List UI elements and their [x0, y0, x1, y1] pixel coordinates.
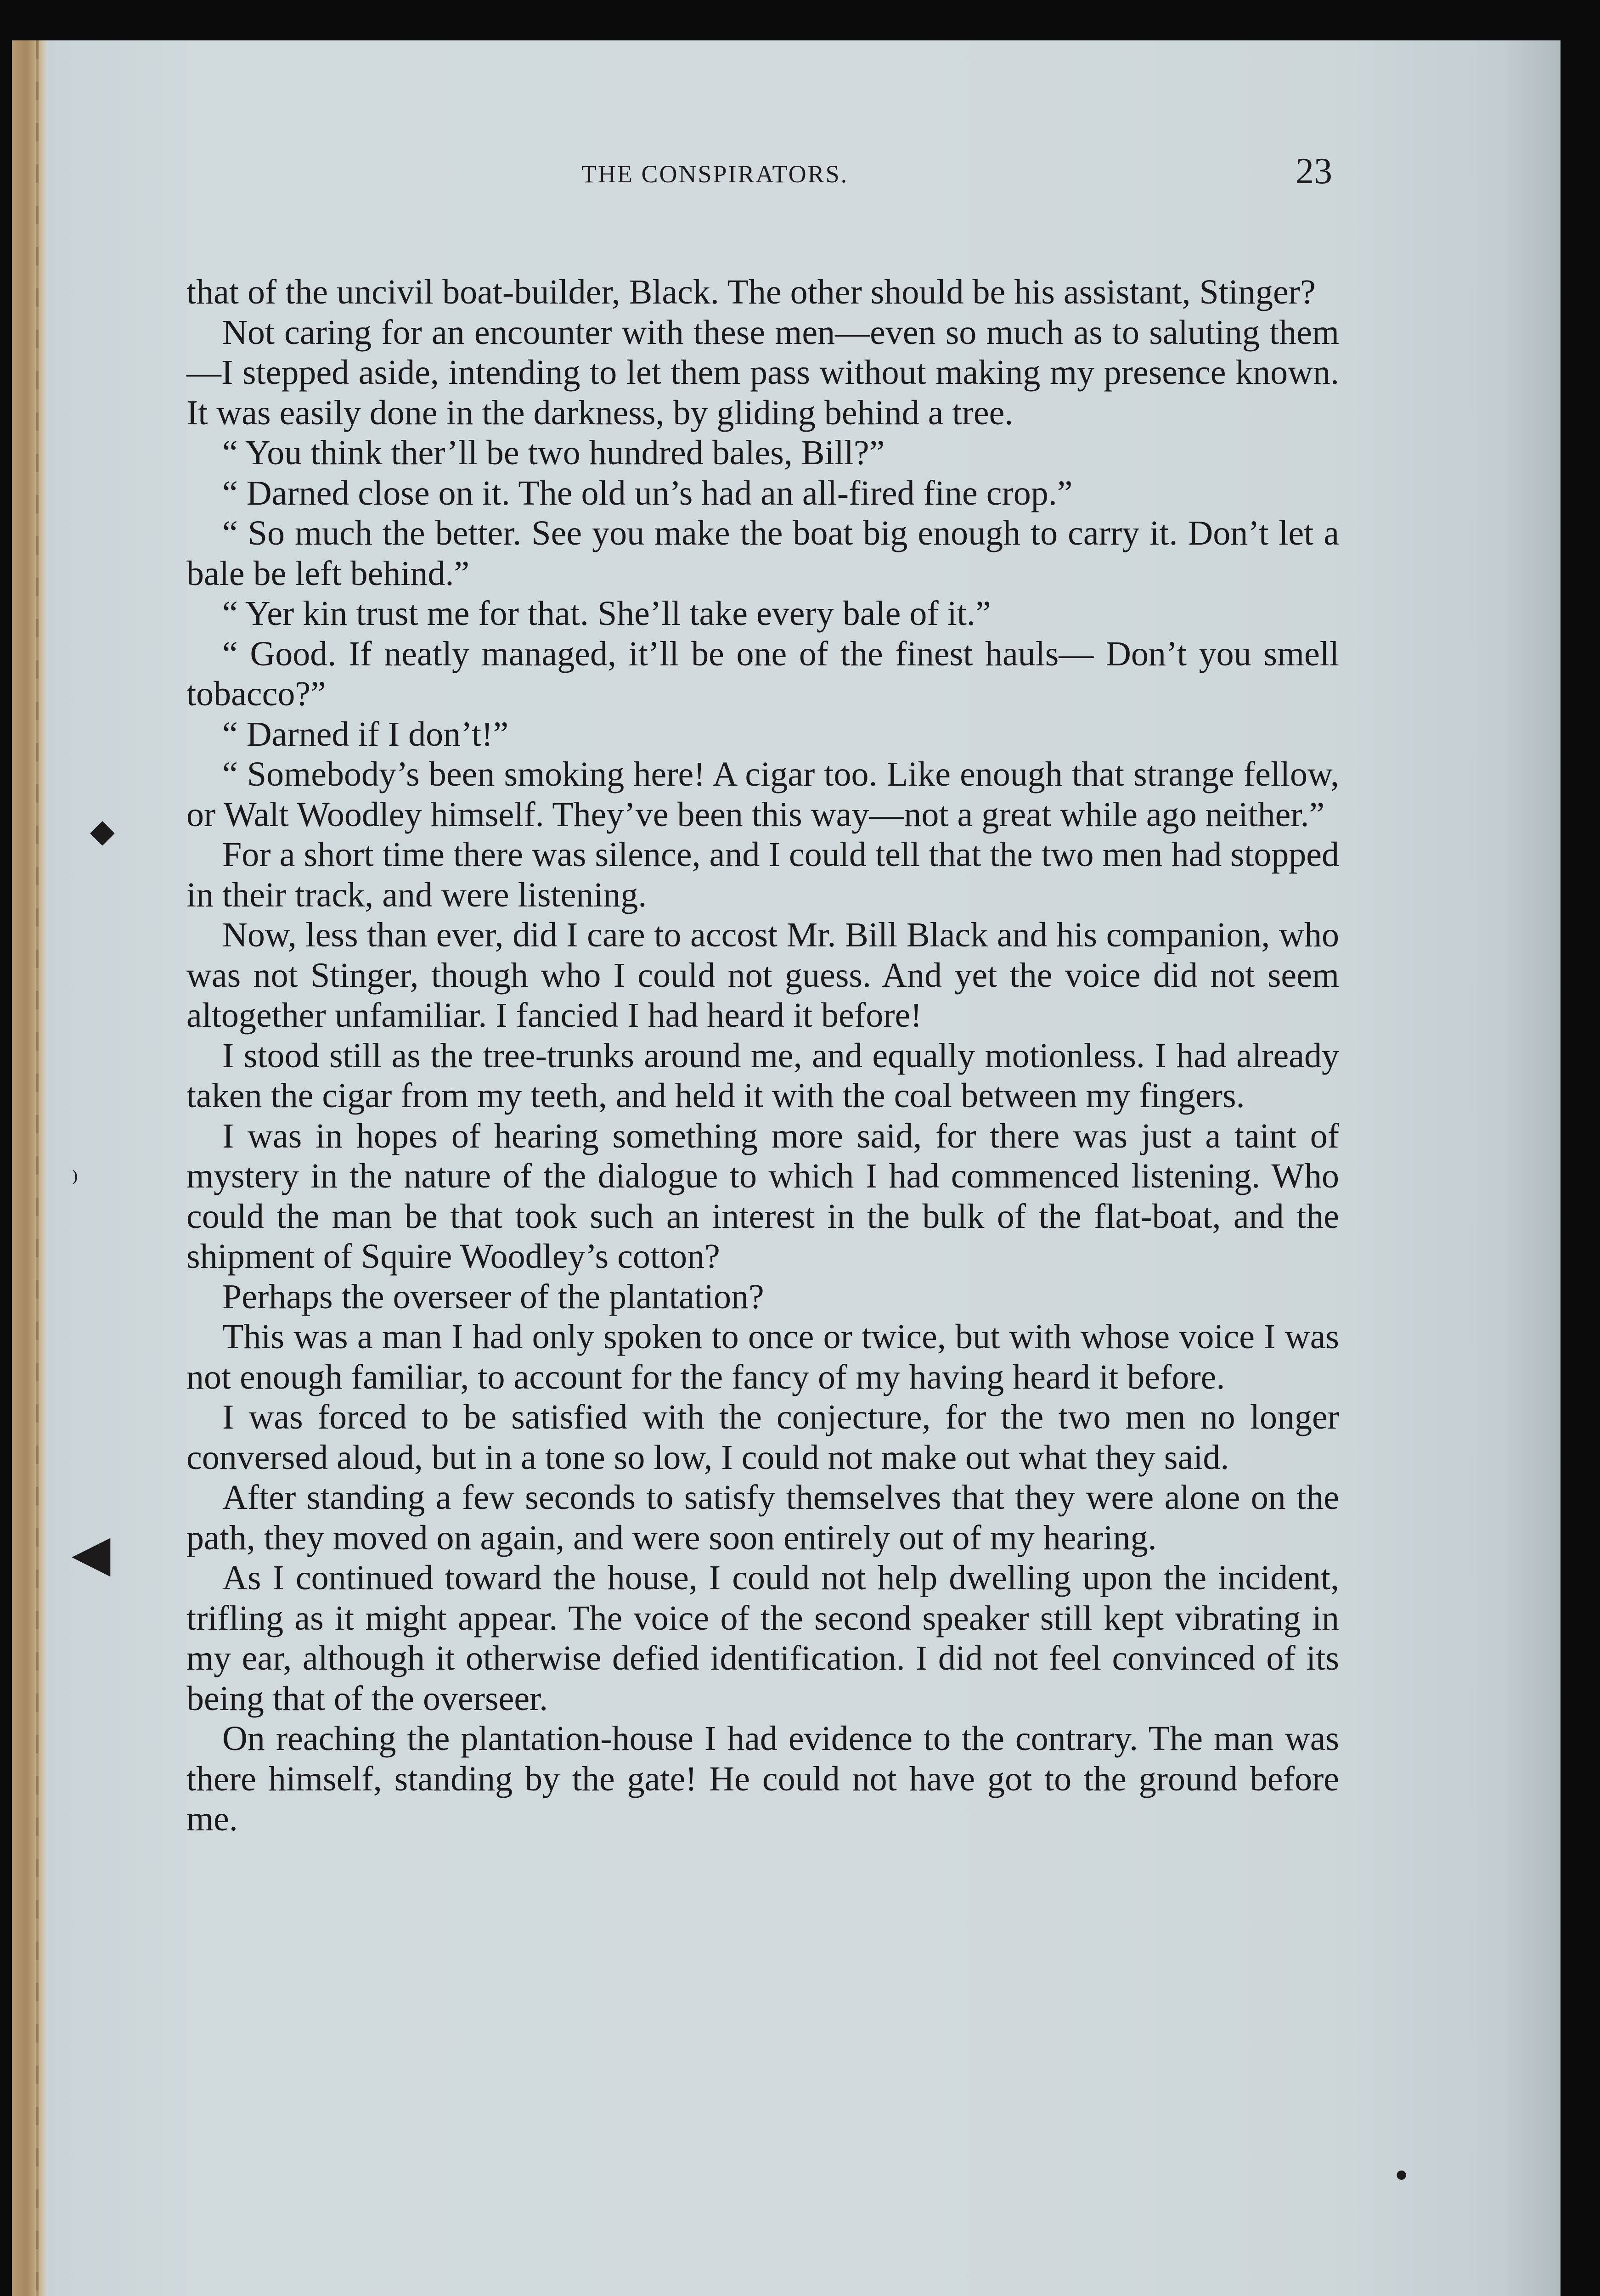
body-text	[186, 272, 1339, 1840]
paragraph: “ Darned close on it. The old un’s had an all-fired fine crop.”	[222, 473, 1073, 512]
ink-blot-mark: ◆	[90, 812, 115, 850]
paragraph: “ Darned if I don’t!”	[222, 715, 509, 754]
paragraph: “ Yer kin trust me for that. She’ll take every bale of it.”	[222, 594, 991, 633]
paragraph: Not caring for an encounter with these men—even so much as to saluting them—I stepped aside, intending to let them pass without making my presence known. It was easily done in the darkness, by gliding behind a tree.	[186, 313, 1339, 432]
page-number: 23	[1296, 151, 1332, 191]
paragraph: As I continued toward the house, I could not help dwelling upon the incident, trifling as it might appear. The voice of the second speaker still kept vibrating in my ear, although it otherwise defied identification. I did not feel convinced of its being that of the overseer.	[186, 1559, 1339, 1718]
paragraph: After standing a few seconds to satisfy themselves that they were alone on the path, they moved on again, and were soon entirely out of my hearing.	[186, 1478, 1339, 1557]
running-head	[186, 141, 1335, 210]
paragraph: “ Somebody’s been smoking here! A cigar too. Like enough that strange fellow, or Walt Woodley himself. They’ve been this way—not a great while ago neither.”	[186, 755, 1339, 834]
paragraph: Perhaps the overseer of the plantation?	[222, 1277, 764, 1316]
paragraph: “ You think ther’ll be two hundred bales, Bill?”	[222, 433, 885, 472]
paragraph: I was in hopes of hearing something more said, for there was just a taint of mystery in the nature of the dialogue to which I had commenced listening. Who could the man be that took such an interest in the bulk of the flat-boat, and the shipment of Squire Woodley’s cotton?	[186, 1116, 1339, 1276]
book-spine	[12, 40, 48, 2296]
paper-tear-mark: ◀	[72, 1524, 111, 1582]
book-page	[12, 40, 1561, 2296]
paragraph: “ So much the better. See you make the boat big enough to carry it. Don’t let a bale be left behind.”	[186, 514, 1339, 593]
paragraph: “ Good. If neatly managed, it’ll be one of the finest hauls— Don’t you smell tobacco?”	[186, 634, 1339, 713]
paragraph: For a short time there was silence, and I could tell that the two men had stopped in their track, and were listening.	[186, 835, 1339, 914]
paragraph: On reaching the plantation-house I had evidence to the contrary. The man was there himself, standing by the gate! He could not have got to the ground before me.	[186, 1719, 1339, 1838]
paragraph: I stood still as the tree-trunks around me, and equally motionless. I had already taken the cigar from my teeth, and held it with the coal between my fingers.	[186, 1036, 1339, 1115]
paragraph: that of the uncivil boat-builder, Black. The other should be his assistant, Stinger?	[186, 273, 1316, 311]
ink-blot-mark: ⁾	[72, 1165, 79, 1198]
ink-dot-mark: •	[1392, 2157, 1411, 2195]
paragraph: Now, less than ever, did I care to accost Mr. Bill Black and his companion, who was not Stinger, though who I could not guess. And yet the voice did not seem altogether unfamiliar. I fancied I had heard it before!	[186, 916, 1339, 1035]
paragraph: This was a man I had only spoken to once or twice, but with whose voice I was not enough familiar, to account for the fancy of my having heard it before.	[186, 1317, 1339, 1396]
running-title: THE CONSPIRATORS.	[581, 160, 849, 188]
spine-stitching	[36, 40, 39, 2296]
paragraph: I was forced to be satisfied with the conjecture, for the two men no longer conversed aloud, but in a tone so low, I could not make out what they said.	[186, 1398, 1339, 1477]
